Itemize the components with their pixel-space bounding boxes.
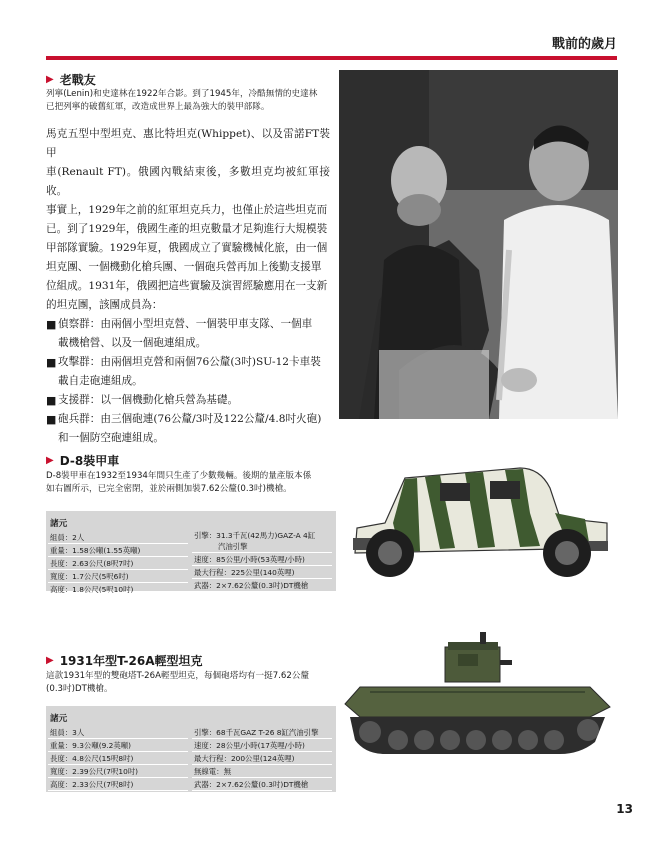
chapter-title: 戰前的歲月 <box>551 37 617 52</box>
spec-row: 高度：2.33公尺(7呎8吋) <box>48 778 188 791</box>
square-bullet-icon: ■ <box>46 318 57 331</box>
body-line: 車(Renault FT)。俄國內戰結束後，多數坦克均被紅軍接收。 <box>46 166 330 197</box>
t26a-spec-box <box>46 706 336 792</box>
bullet-item <box>46 315 330 353</box>
spec-row: 長度：2.63公尺(8呎7吋) <box>48 557 188 570</box>
lenin-stalin-photo <box>339 70 618 419</box>
page-number: 13 <box>616 802 633 816</box>
caption-line: D-8裝甲車在1932至1934年間只生產了少數幾輛。後期的量產版本係 <box>46 471 312 481</box>
spec-row: 武器：2×7.62公釐(0.3吋)DT機槍 <box>192 579 332 592</box>
spec-row: 最大行程：225公里(140英哩) <box>192 566 332 579</box>
triangle-bullet-icon: ▶ <box>46 74 54 85</box>
bullet-line: 支援群：以一個機動化槍兵營為基礎。 <box>58 394 239 406</box>
caption-line: (0.3吋)DT機槍。 <box>46 684 113 694</box>
spec-row: 引擎：68千瓦GAZ T-26 8缸汽油引擎 <box>192 726 332 739</box>
bullet-item <box>46 353 330 391</box>
spec-right-column <box>192 529 332 592</box>
square-bullet-icon: ■ <box>46 394 57 407</box>
section-heading-old-comrades <box>46 71 96 88</box>
spec-row: 組員：3人 <box>48 726 188 739</box>
spec-row: 無線電：無 <box>192 765 332 778</box>
spec-row: 重量：9.3公噸(9.2英噸) <box>48 739 188 752</box>
spec-row <box>192 529 332 553</box>
spec-row: 速度：85公里/小時(53英哩/小時) <box>192 553 332 566</box>
heading-text: 老戰友 <box>59 73 96 87</box>
light-tank-drawing <box>340 632 620 762</box>
spec-row: 組員：2人 <box>48 531 188 544</box>
triangle-bullet-icon: ▶ <box>46 455 54 466</box>
heading-text: 1931年型T-26A輕型坦克 <box>59 654 203 668</box>
header-rule <box>46 56 617 60</box>
spec-row: 寬度：2.39公尺(7呎10吋) <box>48 765 188 778</box>
body-line: 的坦克團，該團成員為： <box>46 299 163 311</box>
t26a-tank-illustration <box>340 632 620 766</box>
spec-row: 最大行程：200公里(124英哩) <box>192 752 332 765</box>
body-line: 位組成。1931年，俄國把這些實驗及演習經驗應用在一支新 <box>46 280 328 292</box>
heading-text: D-8裝甲車 <box>59 454 120 468</box>
d8-caption <box>46 470 336 496</box>
body-line: 已。到了1929年，俄國生產的坦克數量才足夠進行大規模裝 <box>46 223 328 235</box>
spec-row: 重量：1.58公噸(1.55英噸) <box>48 544 188 557</box>
body-text <box>46 125 330 448</box>
caption-line: 這款1931年型的雙砲塔T-26A輕型坦克，每個砲塔均有一挺7.62公釐 <box>46 671 310 681</box>
spec-line: 汽油引擎 <box>218 542 248 551</box>
bullet-line: 攻擊群：由兩個坦克營和兩個76公釐(3吋)SU-12卡車裝 <box>58 356 321 368</box>
spec-row: 長度：4.8公尺(15呎8吋) <box>48 752 188 765</box>
bullet-line: 和一個防空砲連組成。 <box>58 432 164 444</box>
body-line: 坦克團、一個機動化槍兵團、一個砲兵營再加上後勤支援單 <box>46 261 322 273</box>
spec-title: 諸元 <box>50 714 68 724</box>
bullet-item <box>46 410 330 448</box>
t26a-caption <box>46 670 336 696</box>
spec-left-column <box>48 726 188 791</box>
photo-illustration <box>339 70 618 419</box>
armored-car-drawing <box>345 453 615 583</box>
spec-right-column <box>192 726 332 791</box>
spec-line: 引擎：31.3千瓦(42馬力)GAZ-A 4缸 <box>194 531 316 540</box>
bullet-item <box>46 391 330 410</box>
square-bullet-icon: ■ <box>46 356 57 369</box>
caption-line: 列寧(Lenin)和史達林在1922年合影。到了1945年，冷酷無情的史達林 <box>46 89 318 99</box>
spec-left-column <box>48 531 188 596</box>
spec-row: 寬度：1.7公尺(5呎6吋) <box>48 570 188 583</box>
body-line: 馬克五型中型坦克、惠比特坦克(Whippet)、以及雷諾FT裝甲 <box>46 128 330 159</box>
body-line: 甲部隊實驗。1929年夏，俄國成立了實驗機械化旅，由一個 <box>46 242 328 254</box>
section-heading-d8 <box>46 452 119 469</box>
d8-armored-car-illustration <box>345 453 615 587</box>
spec-title: 諸元 <box>50 519 68 529</box>
caption-line: 如右圖所示，已完全密閉，並於兩側加裝7.62公釐(0.3吋)機槍。 <box>46 484 292 494</box>
bullet-line: 砲兵群：由三個砲連(76公釐/3吋及122公釐/4.8吋火砲) <box>58 413 322 425</box>
bullet-line: 偵察群：由兩個小型坦克營、一個裝甲車支隊、一個車 <box>58 318 313 330</box>
caption-line: 已把列寧的破舊紅軍，改造成世界上最為強大的裝甲部隊。 <box>46 102 270 112</box>
bullet-line: 載自走砲連組成。 <box>58 375 143 387</box>
square-bullet-icon: ■ <box>46 413 57 426</box>
spec-row: 速度：28公里/小時(17英哩/小時) <box>192 739 332 752</box>
photo-caption <box>46 88 331 114</box>
body-line: 事實上，1929年之前的紅軍坦克兵力，也僅止於這些坦克而 <box>46 204 328 216</box>
triangle-bullet-icon: ▶ <box>46 655 54 666</box>
section-heading-t26a <box>46 652 203 669</box>
spec-row: 高度：1.8公尺(5呎10吋) <box>48 583 188 596</box>
d8-spec-box <box>46 511 336 594</box>
bullet-line: 載機槍營、以及一個砲連組成。 <box>58 337 207 349</box>
spec-row: 武器：2×7.62公釐(0.3吋)DT機槍 <box>192 778 332 791</box>
